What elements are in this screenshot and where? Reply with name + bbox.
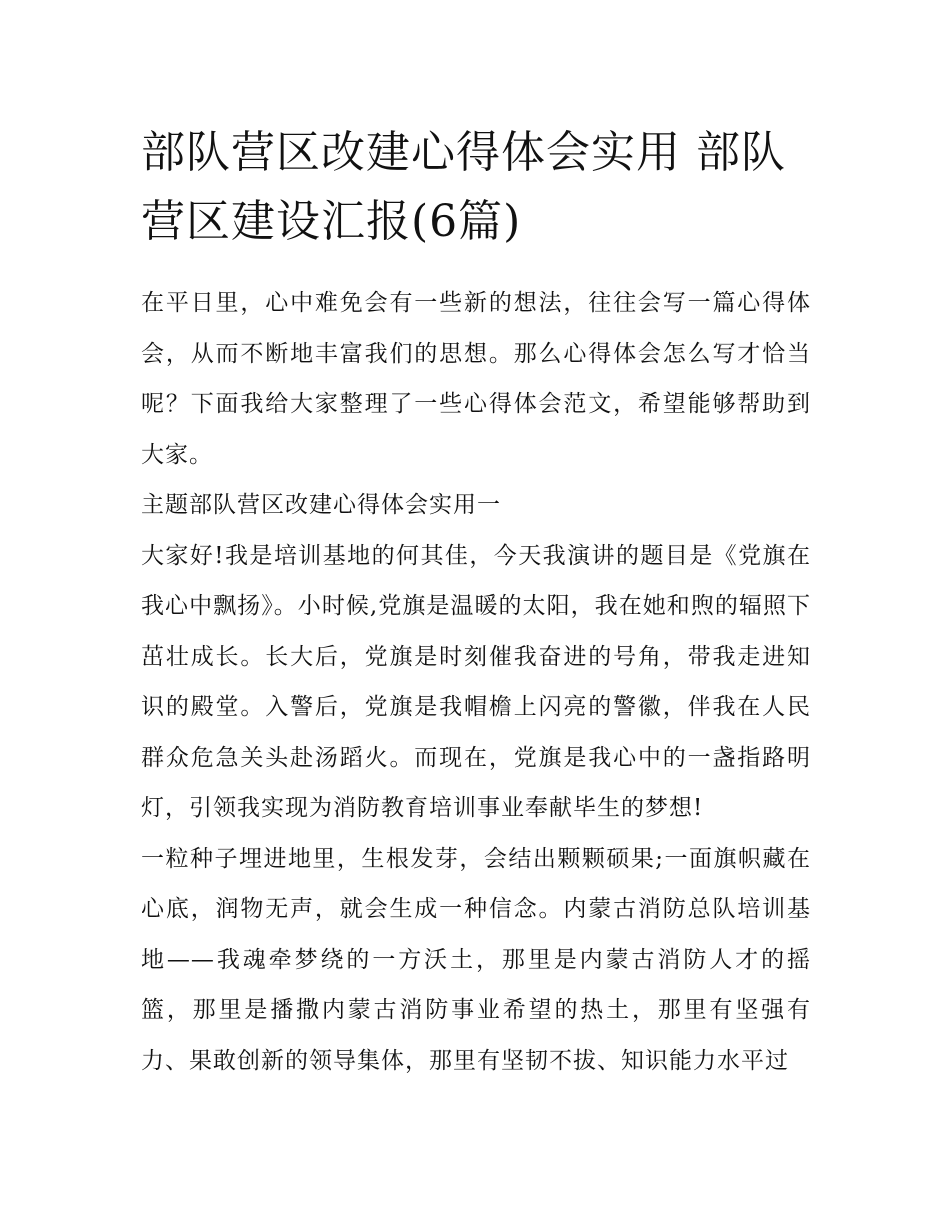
intro-paragraph: 在平日里，心中难免会有一些新的想法，往往会写一篇心得体会，从而不断地丰富我们的思想。那么心得体会怎么写才恰当呢？下面我给大家整理了一些心得体会范文，希望能够帮助到大家。 — [141, 290, 811, 468]
section-heading: 主题部队营区改建心得体会实用一 — [141, 492, 501, 518]
document-title: 部队营区改建心得体会实用 部队营区建设汇报(6篇) — [141, 127, 786, 247]
body-paragraph-1: 大家好!我是培训基地的何其佳，今天我演讲的题目是《党旗在我心中飘扬》。小时候,党旗是温暖的太阳，我在她和煦的辐照下茁壮成长。长大后，党旗是时刻催我奋进的号角，带我走进知识的殿堂。入警后，党旗是我帽檐上闪亮的警徽，伴我在人民群众危急关头赴汤蹈火。而现在，党旗是我心中的一盏指路明灯，引领我实现为消防教育培训事业奉献毕生的梦想! — [141, 542, 811, 821]
body-paragraph-2: 一粒种子埋进地里，生根发芽，会结出颗颗硕果;一面旗帜藏在心底，润物无声，就会生成一种信念。内蒙古消防总队培训基地——我魂牵梦绕的一方沃土，那里是内蒙古消防人才的摇篮，那里是播撒内蒙古消防事业希望的热土，那里有坚强有力、果敢创新的领导集体，那里有坚韧不拔、知识能力水平过 — [141, 845, 811, 1074]
document-body — [141, 118, 811, 1086]
